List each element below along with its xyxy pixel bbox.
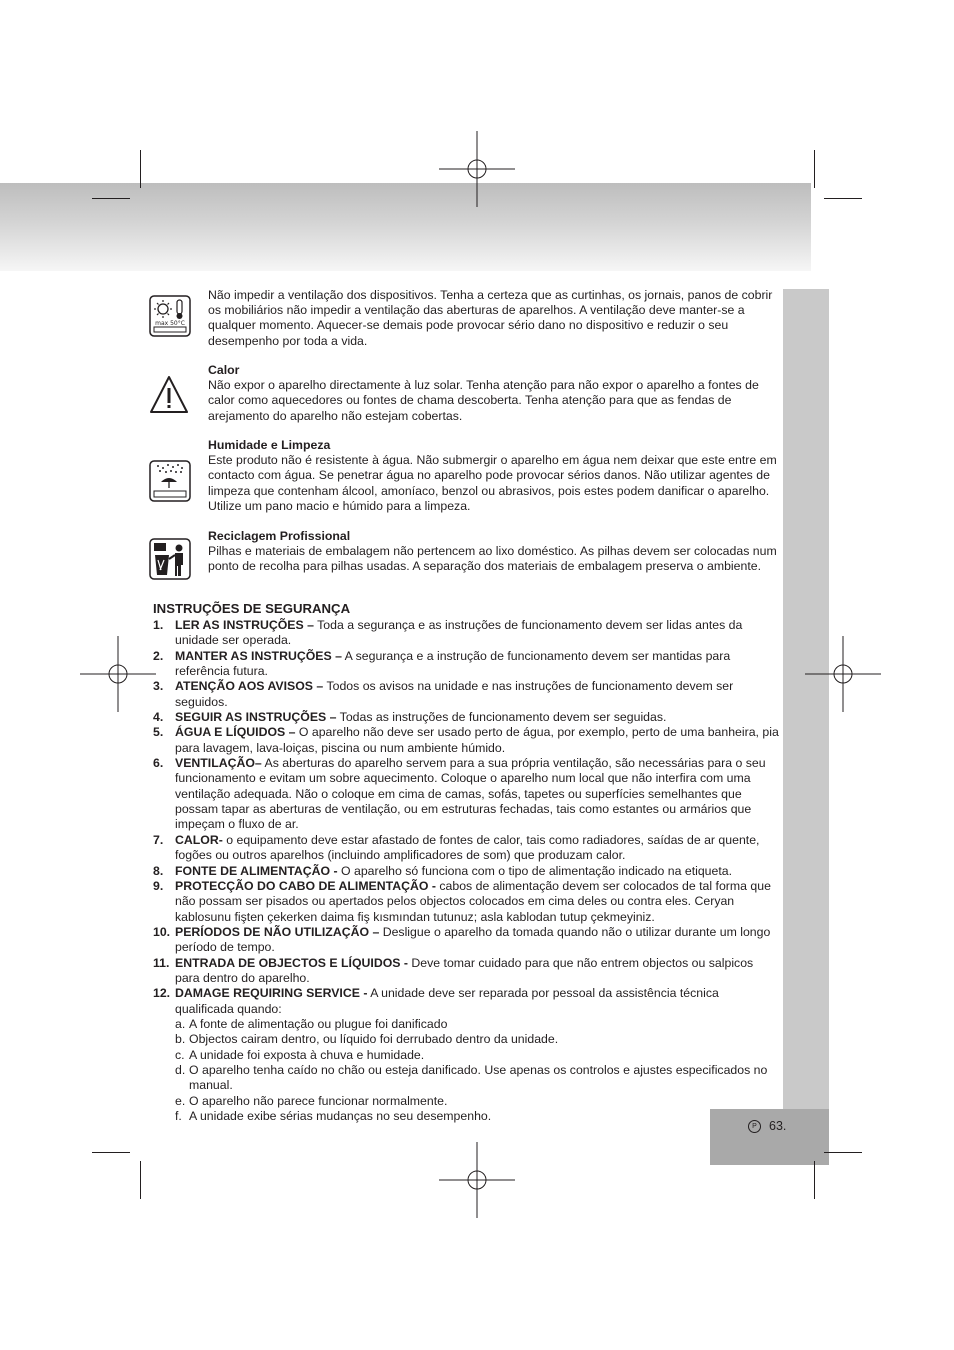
service-conditions-list bbox=[175, 1017, 779, 1124]
list-item: 2. MANTER AS INSTRUÇÕES – A segurança e a instrução de funcionamento devem ser mantidas para referência futura. bbox=[153, 648, 731, 679]
list-item: a. A fonte de alimentação ou plugue foi danificado bbox=[175, 1016, 448, 1031]
list-item: 5. ÁGUA E LÍQUIDOS – O aparelho não deve ser usado perto de água, por exemplo, perto de uma banheira, pia para lavagem, lava-loiças, piscina ou num ambiente húmido. bbox=[153, 725, 779, 755]
humidity-icon bbox=[149, 460, 191, 502]
safety-title: INSTRUÇÕES DE SEGURANÇA bbox=[153, 601, 351, 616]
list-item: b. Objectos cairam dentro, ou líquido foi derrubado dentro da unidade. bbox=[175, 1032, 559, 1047]
language-badge: P bbox=[748, 1120, 761, 1133]
list-item: 7. CALOR- o equipamento deve estar afastado de fontes de calor, tais como radiadores, saídas de ar quente, fogões ou outros aparelhos (incluindo amplificadores de som) que produzam calor. bbox=[153, 832, 760, 863]
list-item: 6. VENTILAÇÃO– As aberturas do aparelho servem para a sua própria ventilação, são necessárias para o seu funcionamento e evitam um sobre aquecimento. Coloque o aparelho num local que não interfira com uma ventilação adequada. Não o coloque em cima de camas, sofás, tapetes ou superfícies semelhantes que possam tapar as aberturas de ventilação, ou em estruturas fechadas, tais como estantes ou armários que impeçam o fluxo de ar. bbox=[153, 756, 766, 832]
recycling-section bbox=[208, 529, 778, 575]
list-item: 9. PROTECÇÃO DO CABO DE ALIMENTAÇÃO - cabos de alimentação devem ser colocados de tal forma que não possam ser pisados ou apertados pelos objectos colocados em cima deles ou contra eles. Ceryan kablosunu fişten çekerken daima fiş kısmından tutunuz; asla kablodan tutup çekmeyiniz. bbox=[153, 878, 771, 924]
temperature-icon bbox=[149, 295, 191, 337]
safety-instructions-list bbox=[153, 618, 779, 1124]
header-gradient-band bbox=[0, 183, 811, 271]
list-item: e. O aparelho não parece funcionar normalmente. bbox=[175, 1093, 448, 1108]
max-temp-label: max 50°C bbox=[155, 320, 185, 327]
crop-mark bbox=[824, 198, 862, 199]
crop-mark bbox=[824, 1152, 862, 1153]
heat-title: Calor bbox=[208, 363, 240, 377]
registration-mark-icon bbox=[805, 636, 881, 712]
crop-mark bbox=[92, 198, 130, 199]
recycling-title: Reciclagem Profissional bbox=[208, 529, 351, 543]
humidity-section bbox=[208, 438, 778, 514]
list-item: 11. ENTRADA DE OBJECTOS E LÍQUIDOS - Deve tomar cuidado para que não entrem objectos ou salpicos para dentro do aparelho. bbox=[153, 955, 754, 985]
heat-section bbox=[208, 363, 778, 424]
crop-mark bbox=[814, 150, 815, 188]
list-item: c. A unidade foi exposta à chuva e humidade. bbox=[175, 1047, 425, 1062]
registration-mark-icon bbox=[80, 636, 156, 712]
ventilation-paragraph: Não impedir a ventilação dos dispositivos. Tenha a certeza que as curtinhas, os jornais, panos de cobrir os mobiliários não impedir a ventilação das aberturas de aparelhos. A ventilação deve manter-se a qualquer momento. Aquecer-se demais pode provocar sério dano no dispositivo e reduzir o seu desempenho por toda a vida. bbox=[208, 288, 773, 348]
list-item: 8. FONTE DE ALIMENTAÇÃO - O aparelho só funciona com o tipo de alimentação indicado na etiqueta. bbox=[153, 863, 733, 878]
registration-mark-icon bbox=[439, 1142, 515, 1218]
warning-triangle-icon bbox=[148, 374, 190, 416]
list-item: 4. SEGUIR AS INSTRUÇÕES – Todas as instruções de funcionamento devem ser seguidas. bbox=[153, 710, 667, 725]
list-item: 3. ATENÇÃO AOS AVISOS – Todos os avisos na unidade e nas instruções de funcionamento devem ser seguidos. bbox=[153, 679, 734, 709]
list-item: f. A unidade exibe sérias mudanças no seu desempenho. bbox=[175, 1109, 492, 1123]
recycling-bin-icon bbox=[149, 538, 191, 580]
list-item: 1. LER AS INSTRUÇÕES – Toda a segurança e as instruções de funcionamento devem ser lidas antes da unidade ser operada. bbox=[153, 618, 743, 648]
crop-mark bbox=[92, 1152, 130, 1153]
crop-mark bbox=[140, 1161, 141, 1199]
list-item: 10. PERÍODOS DE NÃO UTILIZAÇÃO – Desligue o aparelho da tomada quando não o utilizar durante um longo período de tempo. bbox=[153, 924, 771, 955]
crop-mark bbox=[814, 1161, 815, 1199]
heat-text: Não expor o aparelho directamente à luz solar. Tenha atenção para não expor o aparelho a fontes de calor como aquecedores ou fontes de chama descoberta. Tenha atenção para que as fendas de arejamento do aparelho não estejam cobertas. bbox=[208, 378, 759, 423]
registration-mark-icon bbox=[439, 131, 515, 207]
humidity-title: Humidade e Limpeza bbox=[208, 438, 331, 452]
humidity-text: Este produto não é resistente à água. Não submergir o aparelho em água nem deixar que este entre em contacto com água. Se penetrar água no aparelho pode provocar sérios danos. Não utilizar agentes de limpeza que contenham álcool, amoníaco, benzol ou abrasivos, pois estes podem danificar o aparelho. Utilize um pano macio e húmido para a limpeza. bbox=[208, 453, 777, 513]
list-item: 12. DAMAGE REQUIRING SERVICE - A unidade deve ser reparada por pessoal da assistência técnica qualificada quando: a. A fonte de alimentação ou plugue foi danificado b. Objectos cairam dentro, ou líquido foi derrubado dentro da unidade. c. A unidade foi exposta à chuva e humidade. d. O aparelho tenha caído no chão ou esteja danificado. Use apenas os controlos e ajustes especificados no manual. e. O aparelho não parece funcionar normalmente. f. A unidade exibe sérias mudanças no seu desempenho. bbox=[153, 986, 779, 1124]
recycling-text: Pilhas e materiais de embalagem não pertencem ao lixo doméstico. As pilhas devem ser colocadas num ponto de recolha para pilhas usadas. A separação dos materiais de embalagem preserva o ambiente. bbox=[208, 544, 777, 574]
list-item: d. O aparelho tenha caído no chão ou esteja danificado. Use apenas os controlos e ajustes especificados no manual. bbox=[175, 1062, 768, 1093]
page-number-text: 63. bbox=[769, 1119, 787, 1133]
crop-mark bbox=[140, 150, 141, 188]
